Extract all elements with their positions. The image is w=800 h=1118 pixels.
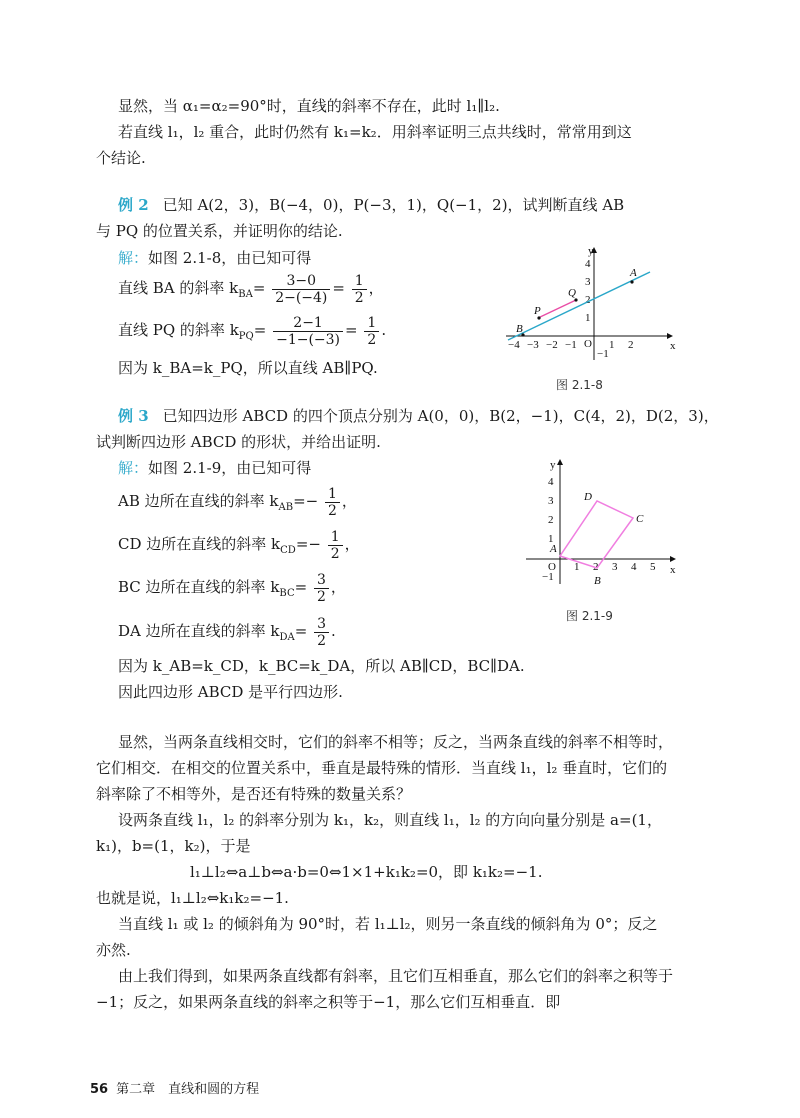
y-axis-label: y <box>550 459 556 471</box>
point-a <box>630 280 633 283</box>
para-line-5: k₁)，b=(1，k₂)，于是 <box>96 837 251 855</box>
intro-line-1: 显然，当 α₁=α₂=90°时，直线的斜率不存在，此时 l₁∥l₂. <box>118 97 500 115</box>
y-axis-label: y <box>588 245 594 257</box>
x-tick-label: −4 <box>508 339 520 351</box>
y-tick-label: 4 <box>548 476 554 488</box>
point-d-label: D <box>584 491 592 503</box>
x-tick-label: 2 <box>628 339 634 351</box>
y-tick-label: 2 <box>548 514 554 526</box>
example-3-conclusion-1: 因为 k_AB=k_CD，k_BC=k_DA，所以 AB∥CD，BC∥DA. <box>118 657 525 675</box>
example-2-solution: 解：如图 2.1-8，由已知可得 <box>118 249 312 267</box>
slope-ab-formula: AB 边所在直线的斜率 $k_{AB}=-$ $\frac{1}{2}$ ， <box>118 485 357 519</box>
x-tick-label: 1 <box>609 339 615 351</box>
example-3-solution: 解：如图 2.1-9，由已知可得 <box>118 459 312 477</box>
point-b-label: B <box>594 575 601 587</box>
para-line-7: 也就是说，l₁⊥l₂⇔k₁k₂=−1. <box>96 889 289 907</box>
point-b-label: B <box>516 323 523 335</box>
x-tick-label: −3 <box>527 339 539 351</box>
solution-label: 解： <box>118 459 149 477</box>
x-tick-labels <box>574 561 656 573</box>
slope-bc-formula: BC 边所在直线的斜率 $k_{BC}=$ $\frac{3}{2}$ ， <box>118 571 346 605</box>
para-line-3: 斜率除了不相等外，是否还有特殊的数量关系？ <box>96 785 412 803</box>
example-3-label: 例 3 <box>118 407 149 425</box>
origin-label: O <box>584 338 592 350</box>
point-a-label: A <box>630 267 637 279</box>
point-c-label: C <box>636 513 644 525</box>
y-tick-label: 1 <box>585 312 591 324</box>
parallelogram-abcd <box>560 501 633 568</box>
para-line-2: 它们相交．在相交的位置关系中，垂直是最特殊的情形．当直线 l₁，l₂ 垂直时，它们的 <box>96 759 668 777</box>
figure-2-1-9 <box>520 452 680 592</box>
figure-2-1-9-caption: 图 2.1-9 <box>566 609 613 623</box>
solution-label: 解： <box>118 249 149 267</box>
figure-2-1-8-caption: 图 2.1-8 <box>556 378 603 392</box>
x-tick-label: 2 <box>593 561 599 573</box>
y-tick-label: 4 <box>585 258 591 270</box>
point-q-label: Q <box>568 287 576 299</box>
page-number: 56 <box>90 1082 109 1097</box>
origin-label: O <box>548 561 556 573</box>
y-tick-label: 1 <box>548 533 554 545</box>
x-tick-label: 4 <box>631 561 637 573</box>
slope-pq-formula: 直线 PQ 的斜率 $k_{PQ}=$ $\frac{2-1}{-1-(-3)}$ = $\frac{1}{2}$ . <box>118 314 387 348</box>
para-line-1: 显然，当两条直线相交时，它们的斜率不相等；反之，当两条直线的斜率不相等时， <box>118 733 674 751</box>
example-2-label: 例 2 <box>118 196 149 214</box>
figure-2-1-8 <box>500 242 700 364</box>
x-axis-label: x <box>670 564 676 576</box>
example-2-conclusion: 因为 k_BA=k_PQ，所以直线 AB∥PQ. <box>118 359 378 377</box>
segment-pq <box>538 300 576 318</box>
y-tick-label: −1 <box>597 348 609 360</box>
example-3-conclusion-2: 因此四边形 ABCD 是平行四边形. <box>118 683 343 701</box>
example-2-line-1: 例 2 已知 A(2，3)，B(−4，0)，P(−3，1)，Q(−1，2)，试判断直线 AB <box>118 196 625 214</box>
x-tick-label: 1 <box>574 561 580 573</box>
para-line-11: −1；反之，如果两条直线的斜率之积等于−1，那么它们互相垂直．即 <box>96 993 561 1011</box>
slope-ba-formula: 直线 BA 的斜率 $k_{BA}=$ $\frac{3-0}{2-(-4)}$ = $\frac{1}{2}$ ， <box>118 272 384 306</box>
example-3-line-2: 试判断四边形 ABCD 的形状，并给出证明. <box>96 433 381 451</box>
point-p-label: P <box>534 305 541 317</box>
x-tick-label: 5 <box>650 561 656 573</box>
x-tick-label: −1 <box>565 339 577 351</box>
y-tick-label: 2 <box>585 294 591 306</box>
y-tick-label: 3 <box>548 495 554 507</box>
chapter-title: 第二章 直线和圆的方程 <box>116 1082 260 1097</box>
line-ab <box>508 272 650 340</box>
para-line-8: 当直线 l₁ 或 l₂ 的倾斜角为 90°时，若 l₁⊥l₂，则另一条直线的倾斜角为 0°；反之 <box>118 915 658 933</box>
x-axis-label: x <box>670 340 676 352</box>
x-tick-labels <box>508 339 634 351</box>
y-tick-label: −1 <box>542 571 554 583</box>
slope-cd-formula: CD 边所在直线的斜率 $k_{CD}=-$ $\frac{1}{2}$ ， <box>118 528 360 562</box>
para-line-9: 亦然. <box>96 941 131 959</box>
intro-line-2: 若直线 l₁，l₂ 重合，此时仍然有 k₁=k₂．用斜率证明三点共线时，常常用到这 <box>118 123 632 141</box>
y-tick-label: 3 <box>585 276 591 288</box>
example-2-line-2: 与 PQ 的位置关系，并证明你的结论. <box>96 222 343 240</box>
para-line-6: l₁⊥l₂⇔a⊥b⇔a·b=0⇔1×1+k₁k₂=0，即 k₁k₂=−1. <box>190 863 543 881</box>
page-footer <box>90 1078 259 1097</box>
para-line-4: 设两条直线 l₁，l₂ 的斜率分别为 k₁，k₂，则直线 l₁，l₂ 的方向向量分别是 a=(1， <box>118 811 662 829</box>
intro-line-3: 个结论. <box>96 149 146 167</box>
point-a-label: A <box>550 543 557 555</box>
x-tick-label: −2 <box>546 339 558 351</box>
para-line-10: 由上我们得到，如果两条直线都有斜率，且它们互相垂直，那么它们的斜率之积等于 <box>118 967 674 985</box>
example-3-line-1: 例 3 已知四边形 ABCD 的四个顶点分别为 A(0，0)，B(2，−1)，C(4，2)，D(2，3)， <box>118 407 719 425</box>
x-tick-label: 3 <box>612 561 618 573</box>
slope-da-formula: DA 边所在直线的斜率 $k_{DA}=$ $\frac{3}{2}$ . <box>118 615 336 649</box>
